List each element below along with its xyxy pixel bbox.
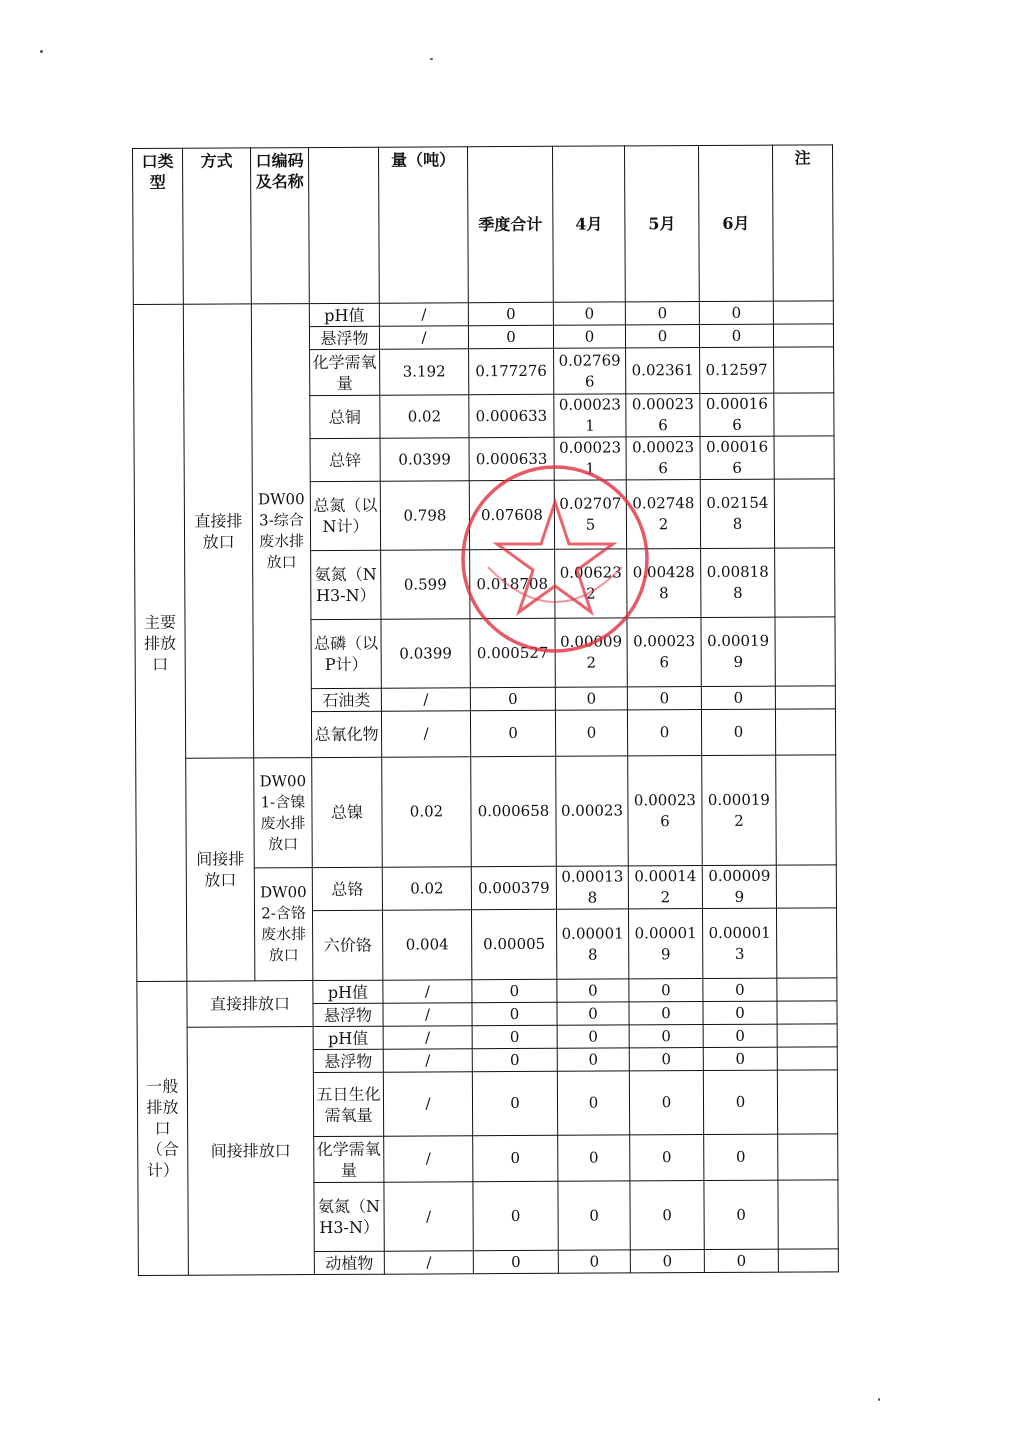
permitted-quantity: 0.0399 [381, 619, 470, 688]
note-cell [774, 393, 834, 436]
month-6-value: 0 [703, 978, 777, 1001]
header-method: 方式 [183, 148, 252, 304]
permitted-quantity: / [384, 1136, 473, 1182]
permitted-quantity: 0.798 [380, 481, 469, 550]
month-4-value: 0 [558, 1181, 630, 1250]
month-4-value: 0.006232 [555, 549, 627, 618]
month-6-value: 0 [703, 1070, 777, 1134]
month-6-value: 0.000166 [700, 436, 774, 479]
permitted-quantity: / [383, 1003, 472, 1026]
month-6-value: 0.000199 [701, 617, 775, 686]
permitted-quantity: 0.0399 [380, 438, 469, 481]
month-6-value: 0 [704, 1249, 778, 1272]
month-5-value: 0 [625, 302, 699, 325]
pollutant-name: 石油类 [311, 688, 381, 711]
permitted-quantity: / [384, 1251, 473, 1274]
pollutant-name: 悬浮物 [313, 1003, 383, 1026]
month-6-value: 0 [704, 1134, 778, 1180]
month-5-value: 0.000236 [628, 756, 703, 866]
note-cell [774, 436, 834, 479]
month-5-value: 0 [629, 1048, 703, 1071]
note-cell [773, 301, 833, 324]
header-row [133, 145, 834, 305]
note-cell [775, 617, 835, 686]
permitted-quantity: 3.192 [380, 349, 469, 395]
note-cell [776, 908, 836, 978]
month-4-value: 0.000018 [556, 909, 628, 979]
month-6-value: 0.021548 [700, 479, 774, 548]
month-6-value: 0.12597 [700, 347, 774, 393]
month-5-value: 0.000142 [628, 866, 702, 909]
header-outlet-code: 口编码及名称 [251, 148, 310, 304]
pollutant-name: 总镍 [312, 757, 383, 867]
quarter-total: 0.07608 [469, 480, 554, 549]
note-cell [774, 479, 834, 548]
note-cell [777, 1047, 837, 1070]
quarter-total: 0 [472, 1071, 557, 1135]
quarter-total: 0 [472, 979, 557, 1002]
permitted-quantity: / [383, 980, 472, 1003]
emission-table [132, 144, 839, 1276]
quarter-total: 0 [470, 687, 555, 710]
quarter-total: 0.000527 [470, 618, 555, 687]
note-cell [777, 1070, 837, 1134]
month-4-value: 0 [557, 1025, 629, 1048]
month-4-value: 0 [555, 687, 627, 710]
pollutant-name: 总磷（以P计） [311, 619, 381, 688]
outlet-group-general: 一般排放口（合计） [137, 981, 189, 1275]
company-seal [458, 462, 652, 656]
quarter-total: 0.000379 [471, 866, 556, 909]
permitted-quantity: / [383, 1049, 472, 1072]
month-5-value: 0 [625, 325, 699, 348]
method-direct: 直接排放口 [183, 304, 253, 758]
outlet-group-main: 主要排放口 [133, 304, 187, 981]
quarter-total: 0 [468, 325, 553, 348]
quarter-total: 0 [473, 1250, 558, 1273]
month-4-value: 0 [558, 1250, 630, 1273]
note-cell [777, 978, 837, 1001]
permitted-quantity: 0.004 [382, 910, 471, 980]
month-4-value: 0 [557, 979, 629, 1002]
outlet-code-dw002: DW002-含铬废水排放口 [254, 868, 313, 981]
month-4-value: 0 [553, 302, 625, 325]
note-cell [774, 347, 834, 393]
permitted-quantity: / [379, 303, 468, 326]
note-cell [778, 1249, 838, 1272]
header-quarter-total: 季度合计 [467, 146, 553, 302]
month-4-value: 0.000138 [556, 866, 628, 909]
month-5-value: 0 [629, 979, 703, 1002]
month-6-value: 0 [701, 709, 775, 755]
header-outlet-type: 口类型 [133, 148, 184, 304]
permitted-quantity: / [381, 688, 470, 711]
note-cell [776, 755, 837, 865]
outlet-code-dw001: DW001-含镍废水排放口 [254, 758, 313, 868]
month-5-value: 0.000236 [626, 394, 700, 437]
month-6-value: 0 [703, 1047, 777, 1070]
month-4-value: 0 [555, 710, 627, 756]
month-4-value: 0 [557, 1071, 629, 1135]
permitted-quantity: / [379, 326, 468, 349]
pollutant-name: 化学需氧量 [310, 349, 380, 395]
permitted-quantity: / [381, 711, 470, 757]
quarter-total: 0.000658 [471, 756, 557, 866]
quarter-total: 0.00005 [471, 909, 556, 979]
month-5-value: 0.000236 [627, 618, 701, 687]
header-quantity: 量（吨） [378, 147, 468, 303]
pollutant-name: 五日生化需氧量 [313, 1072, 383, 1136]
quarter-total: 0.018708 [470, 549, 555, 618]
pollutant-name: pH值 [309, 303, 379, 326]
note-cell [778, 1180, 838, 1249]
pollutant-name: 六价铬 [312, 910, 382, 980]
month-4-value: 0 [558, 1135, 630, 1181]
pollutant-name: pH值 [313, 1026, 383, 1049]
quarter-total: 0 [468, 302, 553, 325]
month-6-value: 0.000013 [702, 908, 776, 978]
month-5-value: 0 [627, 710, 701, 756]
scan-speck [430, 58, 433, 60]
quarter-total: 0.177276 [469, 348, 554, 394]
month-4-value: 0.027075 [554, 480, 626, 549]
month-5-value: 0.000019 [628, 909, 702, 979]
method-general-indirect: 间接排放口 [187, 1027, 314, 1276]
header-month-4: 4月 [552, 146, 625, 302]
month-6-value: 0 [704, 1180, 778, 1249]
month-5-value: 0.027482 [626, 480, 700, 549]
pollutant-name: 动植物 [314, 1251, 384, 1274]
permitted-quantity: / [383, 1072, 472, 1136]
permitted-quantity: / [383, 1026, 472, 1049]
month-6-value: 0.000192 [702, 755, 777, 865]
permitted-quantity: 0.02 [382, 757, 472, 867]
pollutant-name: 总锌 [310, 438, 380, 481]
quarter-total: 0 [472, 1025, 557, 1048]
quarter-total: 0 [473, 1135, 558, 1181]
pollutant-name: pH值 [313, 980, 383, 1003]
header-month-6: 6月 [698, 145, 773, 301]
pollutant-name: 总氰化物 [311, 711, 381, 757]
quarter-total: 0.000633 [469, 437, 554, 480]
month-5-value: 0 [630, 1250, 704, 1273]
quarter-total: 0 [472, 1002, 557, 1025]
month-4-value: 0 [557, 1002, 629, 1025]
month-6-value: 0 [703, 1024, 777, 1047]
month-6-value: 0 [703, 1001, 777, 1024]
month-6-value: 0.000099 [702, 865, 776, 908]
quarter-total: 0 [472, 1048, 557, 1071]
month-4-value: 0.027696 [554, 348, 626, 394]
permitted-quantity: 0.02 [380, 395, 469, 438]
month-6-value: 0 [699, 301, 773, 324]
pollutant-name: 悬浮物 [313, 1049, 383, 1072]
permitted-quantity: / [384, 1182, 473, 1251]
month-4-value: 0 [553, 325, 625, 348]
note-cell [775, 709, 835, 755]
pollutant-name: 氨氮（NH3-N） [314, 1182, 384, 1251]
quarter-total: 0.000633 [469, 394, 554, 437]
quarter-total: 0 [473, 1181, 558, 1250]
method-indirect: 间接排放口 [186, 758, 255, 981]
note-cell [773, 324, 833, 347]
note-cell [778, 1134, 838, 1180]
pollutant-name: 总铜 [310, 395, 380, 438]
scan-speck [40, 50, 43, 53]
pollutant-name: 悬浮物 [309, 326, 379, 349]
scan-speck [878, 1398, 880, 1401]
month-5-value: 0.02361 [626, 348, 700, 394]
month-4-value: 0.00023 [556, 756, 629, 866]
note-cell [777, 1001, 837, 1024]
month-5-value: 0 [629, 1002, 703, 1025]
note-cell [775, 686, 835, 709]
pollutant-name: 总氮（以N计） [310, 481, 380, 550]
month-5-value: 0 [630, 1135, 704, 1181]
header-month-5: 5月 [624, 146, 699, 302]
month-5-value: 0 [630, 1181, 704, 1250]
month-6-value: 0.008188 [701, 548, 775, 617]
month-5-value: 0.004288 [627, 549, 701, 618]
month-5-value: 0 [629, 1071, 703, 1135]
pollutant-name: 氨氮（NH3-N） [311, 550, 381, 619]
note-cell [777, 1024, 837, 1047]
month-4-value: 0.000231 [554, 437, 626, 480]
note-cell [776, 865, 836, 908]
month-5-value: 0.000236 [626, 437, 700, 480]
month-5-value: 0 [629, 1025, 703, 1048]
month-6-value: 0 [701, 686, 775, 709]
pollutant-name: 化学需氧量 [314, 1136, 384, 1182]
quarter-total: 0 [470, 710, 555, 756]
month-6-value: 0.000166 [700, 393, 774, 436]
permitted-quantity: 0.599 [381, 550, 470, 619]
month-6-value: 0 [699, 324, 773, 347]
pollutant-name: 总铬 [312, 867, 382, 910]
month-4-value: 0.000092 [555, 618, 627, 687]
permitted-quantity: 0.02 [382, 867, 471, 910]
note-cell [775, 548, 835, 617]
month-4-value: 0.000231 [554, 394, 626, 437]
month-4-value: 0 [557, 1048, 629, 1071]
month-5-value: 0 [627, 687, 701, 710]
header-note: 注 [772, 145, 833, 301]
header-pollutant [309, 147, 380, 303]
outlet-code-dw003: DW003-综合废水排放口 [251, 304, 311, 758]
table-row [136, 755, 837, 869]
method-general-direct: 直接排放口 [187, 981, 313, 1028]
